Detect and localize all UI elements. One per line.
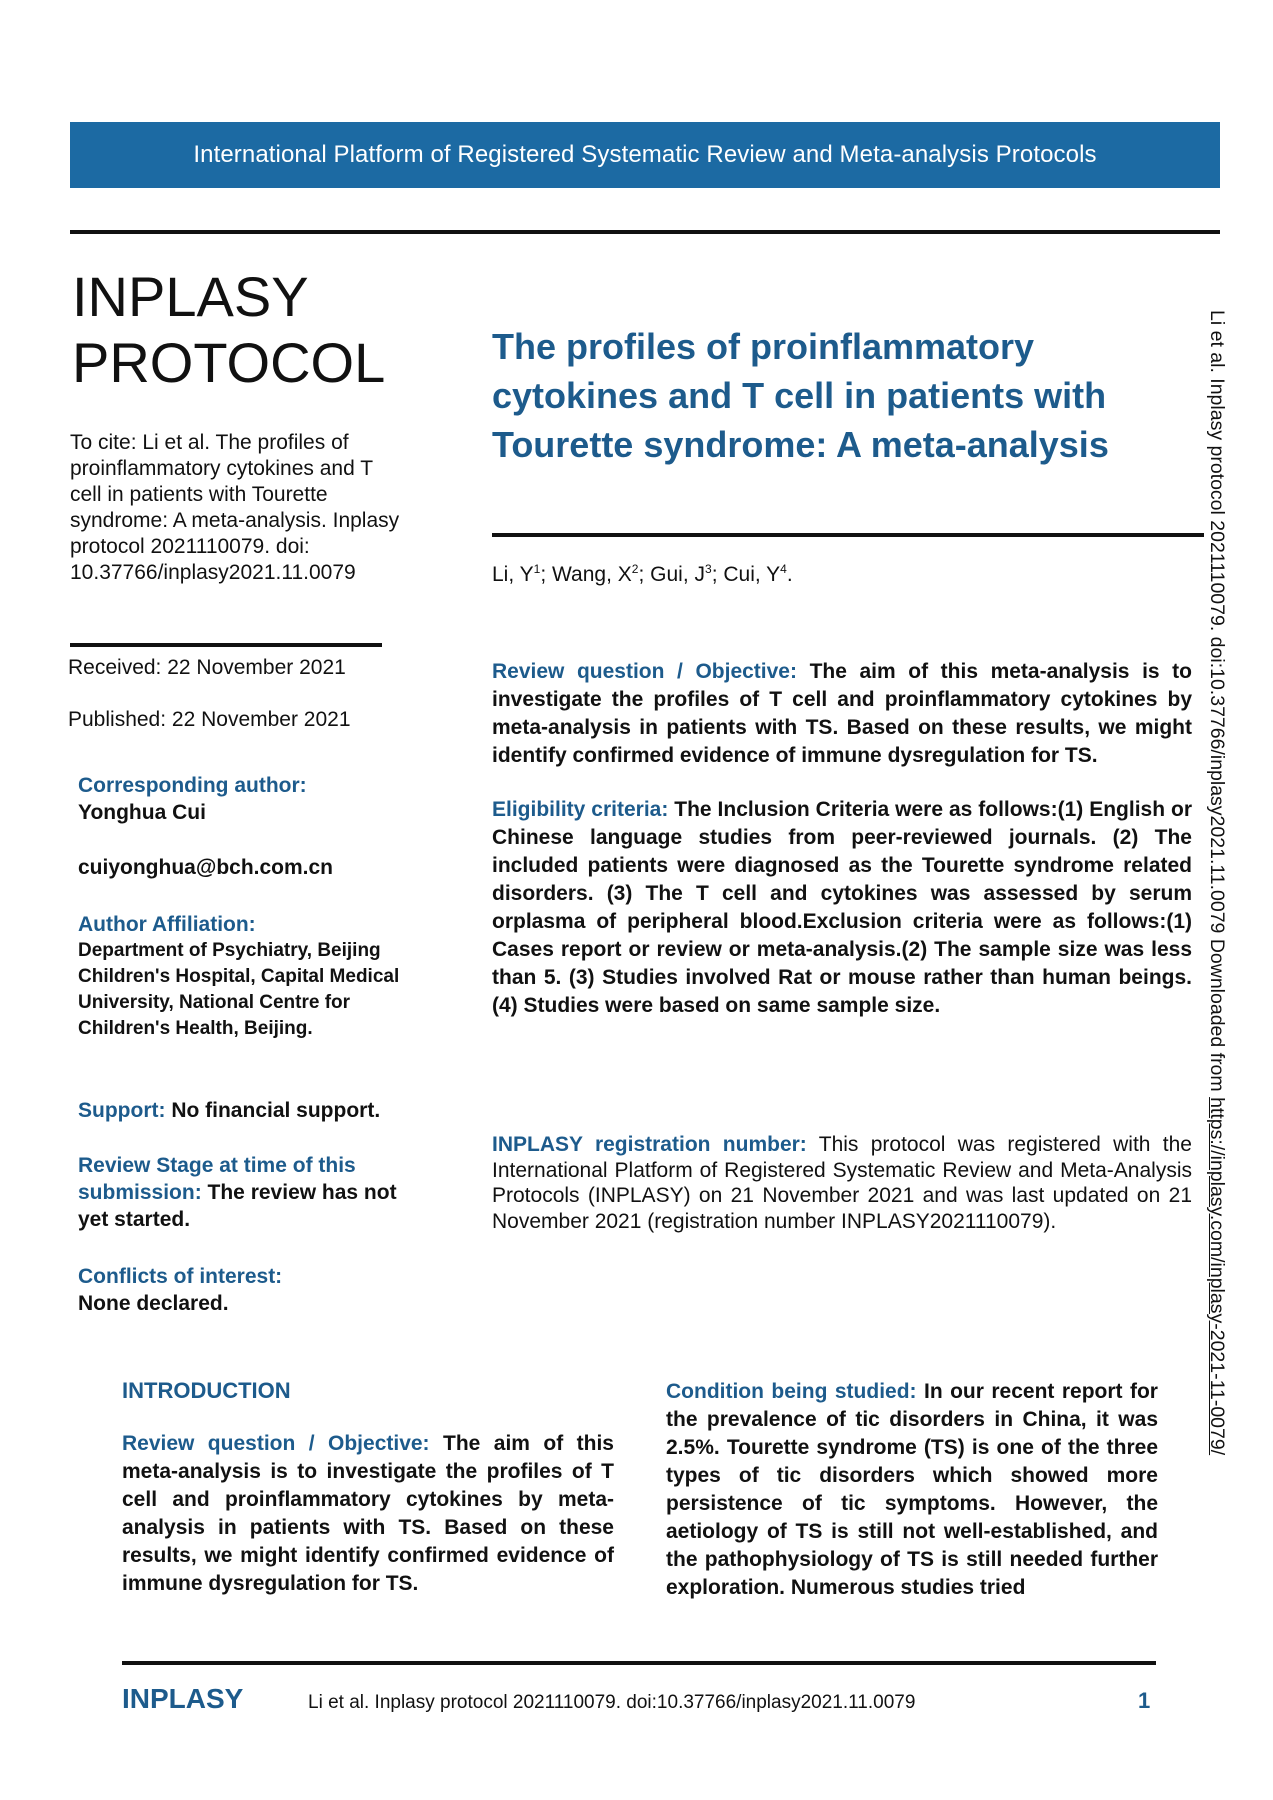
registration-section	[492, 1132, 1192, 1234]
author-separator: .	[786, 563, 793, 586]
page-number: 1	[1138, 1688, 1151, 1713]
author-name: Li, Y	[492, 563, 534, 586]
condition-label: Condition being studied:	[666, 1380, 917, 1403]
published-date: Published: 22 November 2021	[68, 708, 351, 731]
author-name: Wang, X	[552, 563, 632, 586]
footer-rule	[122, 1661, 1156, 1665]
title-rule	[492, 533, 1204, 537]
article-title: The profiles of proinflammatory cytokines and T cell in patients with Tourette syndrome: A meta-analysis	[492, 326, 1109, 465]
support-label: Support:	[78, 1099, 166, 1122]
review-question-section	[492, 658, 1192, 770]
author-affiliation-index: 2	[631, 562, 639, 576]
side-note-text: Li et al. Inplasy protocol 2021110079. doi:10.37766/inplasy2021.11.0079 Downloaded from	[1206, 310, 1228, 1098]
author-affiliation-index: 4	[780, 562, 787, 576]
download-side-note	[1202, 310, 1232, 1780]
eligibility-section	[492, 796, 1192, 1020]
cite-block: To cite: Li et al. The profiles of proinflammatory cytokines and T cell in patients with Tourette syndrome: A meta-analysis. Inplasy protocol 2021110079. doi: 10.37766/inplasy2021.11.0079	[70, 431, 400, 584]
footer-citation: Li et al. Inplasy protocol 2021110079. doi:10.37766/inplasy2021.11.0079	[308, 1692, 916, 1713]
received-date: Received: 22 November 2021	[68, 656, 346, 679]
eligibility-text: The Inclusion Criteria were as follows:(1) English or Chinese language studies from peer-reviewed journals. (2) The included patients were diagnosed as the Tourette syndrome related disorders. (3) The T cell and cytokines was assessed by serum orplasma of peripheral blood.Exclusion criteria were as follows:(1) Cases report or review or meta-analysis.(2) The sample size was less than 5. (3) Studies involved Rat or mouse rather than human beings. (4) Studies were based on same sample size.	[492, 798, 1192, 1017]
intro-review-question	[122, 1430, 614, 1598]
stage-label: Review Stage at time of this submission:	[78, 1154, 356, 1204]
registration-text: This protocol was registered with the International Platform of Registered Systematic Review and Meta-Analysis Protocols (INPLASY) on 21 November 2021 and was last updated on 21 November 2021 (registration number INPLASY2021110079).	[492, 1133, 1192, 1233]
footer-logo: INPLASY	[122, 1683, 244, 1714]
author-affiliation	[78, 911, 438, 1042]
header-banner: International Platform of Registered Systematic Review and Meta-analysis Protocols	[70, 122, 1220, 188]
stage-text: The review has not yet started.	[78, 1181, 397, 1231]
condition-section	[666, 1378, 1158, 1602]
doc-type-line1: INPLASY	[72, 265, 309, 328]
review-question-text: The aim of this meta-analysis is to investigate the profiles of T cell and proinflammatory cytokines by meta-analysis in patients with TS. Based on these results, we might identify confirmed evidence of immune dysregulation for TS.	[492, 660, 1192, 767]
top-rule	[70, 230, 1220, 234]
author-affiliation-index: 1	[533, 562, 541, 576]
side-note-link[interactable]: https://inplasy.com/inplasy-2021-11-0079/	[1206, 1097, 1228, 1456]
registration-label: INPLASY registration number:	[492, 1133, 807, 1156]
author-name: Cui, Y	[723, 563, 781, 586]
corresponding-label: Corresponding author:	[78, 774, 307, 797]
intro-text: The aim of this meta-analysis is to investigate the profiles of T cell and proinflammatory cytokines by meta-analysis in patients with TS. Based on these results, we might identify confirmed evidence of immune dysregulation for TS.	[122, 1432, 614, 1595]
review-stage-section	[78, 1152, 418, 1233]
author-separator: ;	[711, 563, 724, 586]
support-text: No financial support.	[171, 1099, 381, 1122]
affiliation-text: Department of Psychiatry, Beijing Children's Hospital, Capital Medical University, National Centre for Children's Health, Beijing.	[78, 940, 400, 1039]
intro-label: Review question / Objective:	[122, 1432, 430, 1455]
doc-type-line2: PROTOCOL	[72, 331, 386, 394]
conflicts-text: None declared.	[78, 1292, 229, 1315]
corresponding-author	[78, 772, 438, 881]
corresponding-name: Yonghua Cui	[78, 801, 206, 824]
support-section	[78, 1097, 438, 1124]
author-separator: ;	[638, 563, 651, 586]
corresponding-email[interactable]: cuiyonghua@bch.com.cn	[78, 856, 334, 879]
doc-type-title	[72, 264, 385, 396]
author-name: Gui, J	[650, 563, 705, 586]
conflicts-label: Conflicts of interest:	[78, 1265, 283, 1288]
author-affiliation-index: 3	[705, 562, 712, 576]
eligibility-label: Eligibility criteria:	[492, 798, 669, 821]
affiliation-label: Author Affiliation:	[78, 913, 256, 936]
conflicts-section	[78, 1263, 438, 1317]
introduction-heading: INTRODUCTION	[122, 1378, 291, 1403]
condition-text: In our recent report for the prevalence of tic disorders in China, it was 2.5%. Tourette syndrome (TS) is one of the three types of tic disorders which showed more persistence of tic symptoms. However, the aetiology of TS is still not well-established, and the pathophysiology of TS is still needed further exploration. Numerous studies tried	[666, 1380, 1158, 1599]
review-question-label: Review question / Objective:	[492, 660, 797, 683]
author-separator: ;	[540, 563, 553, 586]
author-list	[492, 562, 793, 587]
cite-rule	[70, 643, 382, 647]
